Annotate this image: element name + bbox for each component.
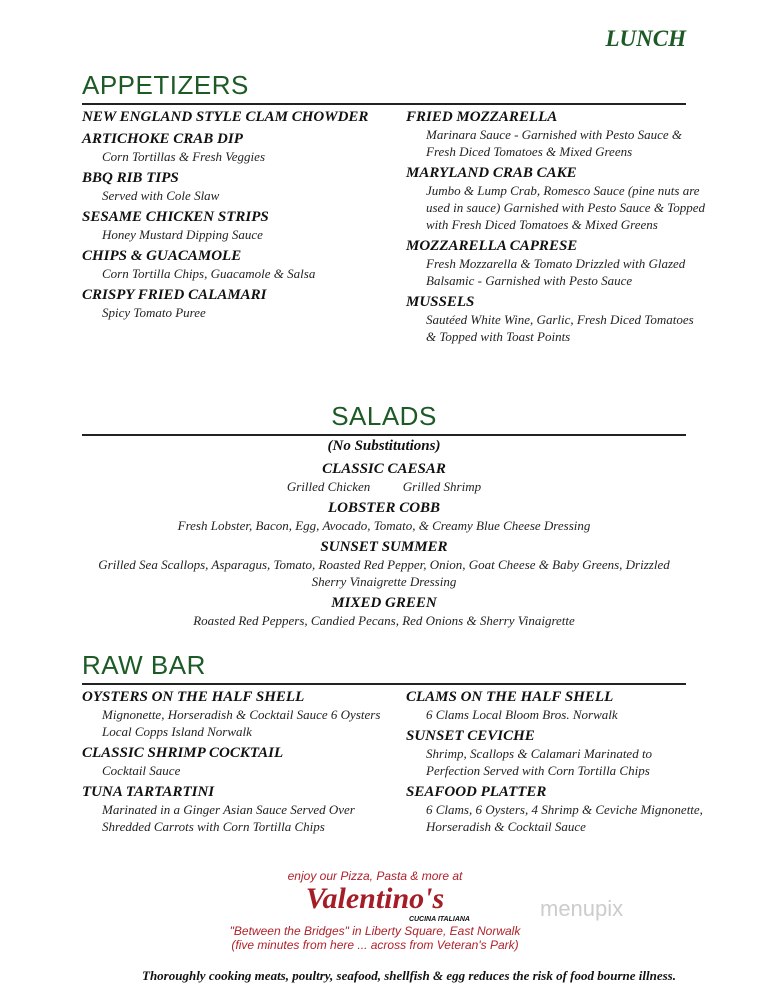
menu-item: [82, 460, 686, 495]
menu-item: [82, 538, 686, 590]
menu-item: [406, 293, 706, 345]
item-name: MOZZARELLA CAPRESE: [406, 238, 578, 254]
item-name: CLASSIC CAESAR: [322, 461, 446, 477]
item-description: 6 Clams Local Bloom Bros. Norwalk: [426, 707, 618, 722]
item-description: Served with Cole Slaw: [102, 188, 220, 203]
raw-bar-right: [406, 688, 706, 839]
salads-list: [82, 437, 686, 633]
item-name: CLASSIC SHRIMP COCKTAIL: [82, 745, 284, 761]
item-description: Jumbo & Lump Crab, Romesco Sauce (pine nuts are used in sauce) Garnished with Pesto Sauce & Topped with Fresh Diced Tomatoes & Mixed Greens: [426, 183, 705, 232]
appetizers-left: [82, 108, 382, 325]
menu-item: [406, 688, 706, 723]
item-name: CHIPS & GUACAMOLE: [82, 248, 242, 264]
menu-item: [82, 169, 382, 204]
menu-item: [82, 130, 382, 165]
item-name: SEAFOOD PLATTER: [406, 784, 547, 800]
item-name: LOBSTER COBB: [327, 500, 441, 516]
menu-item: [82, 688, 382, 740]
item-description: Spicy Tomato Puree: [102, 305, 206, 320]
item-description: Marinara Sauce - Garnished with Pesto Sauce & Fresh Diced Tomatoes & Mixed Greens: [426, 127, 682, 159]
item-description: Fresh Lobster, Bacon, Egg, Avocado, Tomato, & Creamy Blue Cheese Dressing: [177, 518, 591, 533]
divider: [82, 434, 686, 436]
menu-item: [82, 594, 686, 629]
item-name: TUNA TARTARTINI: [82, 784, 215, 800]
appetizers-right: [406, 108, 706, 349]
promo-location: "Between the Bridges" in Liberty Square, East Norwalk: [229, 924, 521, 938]
item-name: FRIED MOZZARELLA: [406, 109, 558, 125]
menu-item: [406, 237, 706, 289]
divider: [82, 683, 686, 685]
item-description: Grilled Chicken Grilled Shrimp: [286, 479, 482, 494]
menu-item: [82, 208, 382, 243]
item-description: Roasted Red Peppers, Candied Pecans, Red Onions & Sherry Vinaigrette: [193, 613, 575, 628]
item-name: SESAME CHICKEN STRIPS: [82, 209, 269, 225]
item-description: Grilled Sea Scallops, Asparagus, Tomato, Roasted Red Pepper, Onion, Goat Cheese & Baby Greens, Drizzled Sherry Vinaigrette Dressing: [98, 557, 670, 589]
item-name: SUNSET CEVICHE: [406, 728, 535, 744]
item-description: 6 Clams, 6 Oysters, 4 Shrimp & Ceviche Mignonette, Horseradish & Cocktail Sauce: [426, 802, 703, 834]
item-description: Honey Mustard Dipping Sauce: [102, 227, 263, 242]
item-name: ARTICHOKE CRAB DIP: [82, 131, 243, 147]
item-name: CRISPY FRIED CALAMARI: [82, 287, 267, 303]
menu-item: [406, 783, 706, 835]
item-description: Corn Tortillas & Fresh Veggies: [102, 149, 266, 164]
item-name: CLAMS ON THE HALF SHELL: [406, 689, 614, 705]
menu-item: [82, 744, 382, 779]
promo-intro: enjoy our Pizza, Pasta & more at: [287, 869, 463, 883]
salads-note: (No Substitutions): [327, 438, 441, 454]
menu-item: [82, 286, 382, 321]
menu-item: [82, 783, 382, 835]
item-name: SUNSET SUMMER: [320, 539, 448, 555]
item-name: MIXED GREEN: [331, 595, 437, 611]
menu-item: [406, 108, 706, 160]
menu-item: [82, 108, 382, 126]
divider: [82, 103, 686, 105]
item-description: Mignonette, Horseradish & Cocktail Sauce 6 Oysters Local Copps Island Norwalk: [102, 707, 381, 739]
menu-item: [406, 164, 706, 233]
appetizers-heading: APPETIZERS: [82, 70, 249, 100]
salads-items: [82, 460, 686, 629]
item-description: Fresh Mozzarella & Tomato Drizzled with Glazed Balsamic - Garnished with Pesto Sauce: [426, 256, 686, 288]
item-name: MARYLAND CRAB CAKE: [406, 165, 577, 181]
menu-item: [406, 727, 706, 779]
menu-item: [82, 499, 686, 534]
menupix-watermark: menupix: [540, 896, 624, 921]
valentinos-promo: [220, 869, 530, 952]
valentinos-logo: Valentino's: [305, 882, 445, 915]
menu-item: [82, 247, 382, 282]
menu-title: LUNCH: [605, 26, 686, 51]
item-name: BBQ RIB TIPS: [82, 170, 179, 186]
item-description: Shrimp, Scallops & Calamari Marinated to Perfection Served with Corn Tortilla Chips: [426, 746, 653, 778]
food-safety-notice: Thoroughly cooking meats, poultry, seafood, shellfish & egg reduces the risk of food bourne illness.: [142, 968, 676, 983]
item-name: MUSSELS: [406, 294, 475, 310]
promo-directions: (five minutes from here ... across from Veteran's Park): [231, 938, 519, 952]
raw-bar-left: [82, 688, 382, 839]
item-description: Cocktail Sauce: [102, 763, 181, 778]
salads-heading: SALADS: [331, 401, 437, 431]
item-name: NEW ENGLAND STYLE CLAM CHOWDER: [82, 109, 369, 125]
item-name: OYSTERS ON THE HALF SHELL: [82, 689, 305, 705]
item-description: Marinated in a Ginger Asian Sauce Served Over Shredded Carrots with Corn Tortilla Chips: [102, 802, 355, 834]
item-description: Corn Tortilla Chips, Guacamole & Salsa: [102, 266, 316, 281]
item-description: Sautéed White Wine, Garlic, Fresh Diced Tomatoes & Topped with Toast Points: [426, 312, 694, 344]
logo-subtitle: CUCINA ITALIANA: [408, 916, 470, 923]
raw-bar-heading: RAW BAR: [82, 650, 206, 680]
